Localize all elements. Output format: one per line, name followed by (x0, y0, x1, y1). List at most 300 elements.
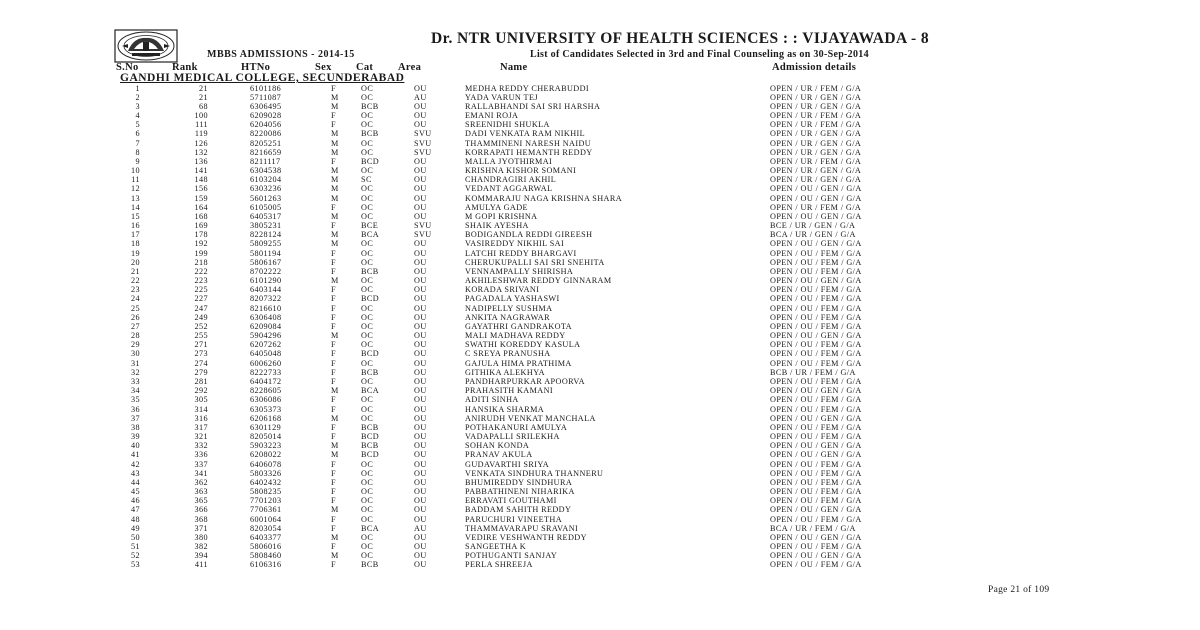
cell-category: OC (361, 303, 374, 313)
cell-hall-ticket-number: 8216659 (250, 147, 282, 157)
cell-sex: M (331, 386, 339, 396)
cell-candidate-name: GUDAVARTHI SRIYA (465, 459, 550, 469)
cell-rank: 141 (194, 166, 208, 176)
cell-candidate-name: HANSIKA SHARMA (465, 404, 545, 414)
cell-serial-number: 9 (135, 156, 140, 166)
cell-hall-ticket-number: 6101290 (250, 276, 282, 286)
cell-admission-details: OPEN / OU / FEM / G/A (770, 395, 862, 405)
cell-area: OU (414, 542, 427, 552)
cell-area: OU (414, 266, 427, 276)
cell-candidate-name: ADITI SINHA (465, 395, 519, 405)
cell-candidate-name: AMULYA GADE (465, 202, 528, 212)
cell-area: OU (414, 413, 427, 423)
cell-area: OU (414, 184, 427, 194)
cell-serial-number: 51 (131, 542, 140, 552)
cell-admission-details: OPEN / OU / GEN / G/A (770, 193, 862, 203)
table-row (0, 460, 1200, 469)
cell-sex: M (331, 239, 339, 249)
table-row (0, 221, 1200, 230)
cell-sex: F (331, 395, 336, 405)
table-row (0, 313, 1200, 322)
cell-admission-details: OPEN / OU / FEM / G/A (770, 285, 862, 295)
cell-area: AU (414, 523, 427, 533)
cell-hall-ticket-number: 6206168 (250, 413, 282, 423)
cell-rank: 365 (194, 496, 208, 506)
cell-serial-number: 36 (131, 404, 140, 414)
cell-hall-ticket-number: 6402432 (250, 477, 282, 487)
cell-hall-ticket-number: 5808235 (250, 487, 282, 497)
cell-hall-ticket-number: 8207322 (250, 294, 282, 304)
cell-sex: F (331, 487, 336, 497)
cell-rank: 380 (194, 532, 208, 542)
cell-sex: M (331, 211, 339, 221)
cell-rank: 156 (194, 184, 208, 194)
cell-area: OU (414, 367, 427, 377)
cell-hall-ticket-number: 6403144 (250, 285, 282, 295)
cell-candidate-name: ANIRUDH VENKAT MANCHALA (465, 413, 596, 423)
cell-admission-details: OPEN / UR / FEM / G/A (770, 120, 862, 130)
cell-serial-number: 50 (131, 532, 140, 542)
cell-rank: 159 (194, 193, 208, 203)
cell-admission-details: OPEN / OU / FEM / G/A (770, 487, 862, 497)
cell-candidate-name: POTHUGANTI SANJAY (465, 551, 558, 561)
table-row (0, 423, 1200, 432)
cell-serial-number: 8 (135, 147, 140, 157)
cell-serial-number: 4 (135, 111, 140, 121)
cell-rank: 314 (194, 404, 208, 414)
table-row (0, 359, 1200, 368)
cell-area: SVU (414, 147, 432, 157)
cell-admission-details: OPEN / OU / GEN / G/A (770, 239, 862, 249)
cell-rank: 148 (194, 175, 208, 185)
cell-rank: 368 (194, 514, 208, 524)
cell-candidate-name: VENNAMPALLY SHIRISHA (465, 266, 574, 276)
cell-candidate-name: NADIPELLY SUSHMA (465, 303, 553, 313)
cell-sex: F (331, 321, 336, 331)
cell-category: OC (361, 120, 374, 130)
cell-sex: M (331, 92, 339, 102)
cell-hall-ticket-number: 5803326 (250, 468, 282, 478)
cell-candidate-name: SREENIDHI SHUKLA (465, 120, 550, 130)
cell-admission-details: OPEN / OU / FEM / G/A (770, 312, 862, 322)
cell-candidate-name: MALI MADHAVA REDDY (465, 331, 566, 341)
cell-serial-number: 53 (131, 560, 140, 570)
table-row (0, 102, 1200, 111)
cell-admission-details: OPEN / UR / FEM / G/A (770, 202, 862, 212)
table-row (0, 533, 1200, 542)
cell-serial-number: 40 (131, 441, 140, 451)
table-row (0, 560, 1200, 569)
cell-serial-number: 18 (131, 239, 140, 249)
cell-sex: F (331, 560, 336, 570)
cell-category: OC (361, 532, 374, 542)
cell-admission-details: OPEN / UR / GEN / G/A (770, 129, 862, 139)
cell-category: OC (361, 285, 374, 295)
cell-sex: F (331, 523, 336, 533)
cell-area: OU (414, 175, 427, 185)
cell-admission-details: BCA / UR / GEN / G/A (770, 230, 856, 240)
cell-candidate-name: PRANAV AKULA (465, 450, 533, 460)
cell-serial-number: 10 (131, 166, 140, 176)
table-row (0, 340, 1200, 349)
cell-rank: 274 (194, 358, 208, 368)
cell-hall-ticket-number: 6405317 (250, 211, 282, 221)
cell-area: OU (414, 340, 427, 350)
cell-candidate-name: DADI VENKATA RAM NIKHIL (465, 129, 586, 139)
cell-candidate-name: VEDIRE VESHWANTH REDDY (465, 532, 587, 542)
cell-serial-number: 48 (131, 514, 140, 524)
cell-admission-details: OPEN / UR / GEN / G/A (770, 101, 862, 111)
cell-admission-details: OPEN / OU / FEM / G/A (770, 404, 862, 414)
cell-hall-ticket-number: 6405048 (250, 349, 282, 359)
cell-category: OC (361, 514, 374, 524)
cell-admission-details: OPEN / OU / FEM / G/A (770, 560, 862, 570)
cell-admission-details: OPEN / OU / GEN / G/A (770, 450, 862, 460)
cell-serial-number: 33 (131, 377, 140, 386)
admission-year: MBBS ADMISSIONS - 2014-15 (207, 49, 355, 60)
cell-admission-details: OPEN / OU / FEM / G/A (770, 349, 862, 359)
cell-sex: M (331, 138, 339, 148)
cell-sex: M (331, 147, 339, 157)
table-row (0, 377, 1200, 386)
cell-area: OU (414, 349, 427, 359)
cell-sex: M (331, 230, 339, 240)
cell-rank: 21 (199, 83, 208, 93)
cell-hall-ticket-number: 5601263 (250, 193, 282, 203)
cell-admission-details: OPEN / UR / GEN / G/A (770, 166, 862, 176)
cell-sex: M (331, 101, 339, 111)
table-row (0, 515, 1200, 524)
cell-sex: F (331, 248, 336, 258)
cell-admission-details: OPEN / OU / FEM / G/A (770, 432, 862, 442)
table-row (0, 230, 1200, 239)
cell-admission-details: OPEN / UR / GEN / G/A (770, 147, 862, 157)
cell-admission-details: OPEN / UR / GEN / G/A (770, 175, 862, 185)
cell-candidate-name: MALLA JYOTHIRMAI (465, 156, 553, 166)
cell-area: OU (414, 193, 427, 203)
cell-sex: F (331, 257, 336, 267)
cell-serial-number: 27 (131, 321, 140, 331)
table-row (0, 148, 1200, 157)
table-row (0, 139, 1200, 148)
cell-area: OU (414, 166, 427, 176)
cell-serial-number: 6 (135, 129, 140, 139)
table-row (0, 349, 1200, 358)
cell-category: OC (361, 166, 374, 176)
cell-rank: 362 (194, 477, 208, 487)
cell-candidate-name: VASIREDDY NIKHIL SAI (465, 239, 565, 249)
university-logo-icon (114, 29, 178, 63)
cell-category: BCB (361, 129, 379, 139)
cell-hall-ticket-number: 5801194 (250, 248, 282, 258)
cell-serial-number: 38 (131, 422, 140, 432)
cell-hall-ticket-number: 8702222 (250, 266, 282, 276)
cell-rank: 68 (199, 101, 208, 111)
cell-hall-ticket-number: 6103204 (250, 175, 282, 185)
cell-sex: M (331, 193, 339, 203)
cell-sex: F (331, 349, 336, 359)
cell-category: OC (361, 487, 374, 497)
cell-rank: 164 (194, 202, 208, 212)
cell-sex: M (331, 441, 339, 451)
cell-sex: F (331, 358, 336, 368)
cell-admission-details: OPEN / OU / FEM / G/A (770, 266, 862, 276)
cell-area: OU (414, 120, 427, 130)
cell-admission-details: OPEN / OU / FEM / G/A (770, 542, 862, 552)
cell-admission-details: OPEN / OU / FEM / G/A (770, 294, 862, 304)
cell-serial-number: 32 (131, 367, 140, 377)
cell-candidate-name: KRISHNA KISHOR SOMANI (465, 166, 577, 176)
cell-candidate-name: PABBATHINENI NIHARIKA (465, 487, 575, 497)
cell-hall-ticket-number: 6305373 (250, 404, 282, 414)
cell-admission-details: OPEN / OU / GEN / G/A (770, 551, 862, 561)
cell-admission-details: OPEN / OU / FEM / G/A (770, 340, 862, 350)
cell-rank: 169 (194, 221, 208, 231)
cell-rank: 255 (194, 331, 208, 341)
cell-admission-details: OPEN / OU / GEN / G/A (770, 413, 862, 423)
cell-rank: 227 (194, 294, 208, 304)
cell-area: OU (414, 202, 427, 212)
cell-area: OU (414, 211, 427, 221)
cell-admission-details: OPEN / OU / FEM / G/A (770, 496, 862, 506)
cell-serial-number: 3 (135, 101, 140, 111)
cell-rank: 279 (194, 367, 208, 377)
cell-area: OU (414, 551, 427, 561)
col-header-cat: Cat (356, 62, 374, 73)
cell-category: BCD (361, 156, 380, 166)
cell-rank: 273 (194, 349, 208, 359)
cell-rank: 119 (194, 129, 208, 139)
cell-category: OC (361, 312, 374, 322)
cell-rank: 366 (194, 505, 208, 515)
table-row (0, 166, 1200, 175)
cell-candidate-name: BHUMIREDDY SINDHURA (465, 477, 573, 487)
cell-hall-ticket-number: 6406078 (250, 459, 282, 469)
table-row (0, 487, 1200, 496)
cell-serial-number: 31 (131, 358, 140, 368)
cell-serial-number: 44 (131, 477, 140, 487)
cell-admission-details: OPEN / OU / GEN / G/A (770, 211, 862, 221)
cell-sex: M (331, 551, 339, 561)
cell-area: OU (414, 477, 427, 487)
cell-rank: 223 (194, 276, 208, 286)
cell-serial-number: 25 (131, 303, 140, 313)
cell-sex: F (331, 340, 336, 350)
cell-rank: 168 (194, 211, 208, 221)
cell-serial-number: 7 (135, 138, 140, 148)
cell-area: OU (414, 358, 427, 368)
cell-admission-details: OPEN / OU / FEM / G/A (770, 321, 862, 331)
cell-candidate-name: PAGADALA YASHASWI (465, 294, 560, 304)
cell-serial-number: 19 (131, 248, 140, 258)
cell-area: OU (414, 83, 427, 93)
cell-category: BCB (361, 367, 379, 377)
document-title: Dr. NTR UNIVERSITY OF HEALTH SCIENCES : : VIJAYAWADA - 8 (431, 30, 929, 47)
table-row (0, 120, 1200, 129)
cell-hall-ticket-number: 6105005 (250, 202, 282, 212)
table-row (0, 258, 1200, 267)
cell-area: OU (414, 496, 427, 506)
cell-category: OC (361, 468, 374, 478)
cell-serial-number: 49 (131, 523, 140, 533)
cell-candidate-name: GITHIKA ALEKHYA (465, 367, 545, 377)
cell-serial-number: 41 (131, 450, 140, 460)
cell-area: OU (414, 386, 427, 396)
cell-admission-details: OPEN / OU / FEM / G/A (770, 477, 862, 487)
cell-hall-ticket-number: 5806167 (250, 257, 282, 267)
cell-sex: F (331, 514, 336, 524)
cell-admission-details: OPEN / OU / GEN / G/A (770, 276, 862, 286)
cell-admission-details: OPEN / OU / FEM / G/A (770, 358, 862, 368)
cell-admission-details: OPEN / OU / FEM / G/A (770, 248, 862, 258)
cell-admission-details: OPEN / UR / FEM / G/A (770, 83, 862, 93)
cell-area: OU (414, 257, 427, 267)
table-row (0, 203, 1200, 212)
cell-hall-ticket-number: 8228124 (250, 230, 282, 240)
cell-hall-ticket-number: 6303236 (250, 184, 282, 194)
cell-serial-number: 45 (131, 487, 140, 497)
cell-category: OC (361, 138, 374, 148)
cell-admission-details: OPEN / OU / GEN / G/A (770, 184, 862, 194)
cell-rank: 281 (194, 377, 208, 386)
cell-category: OC (361, 505, 374, 515)
cell-serial-number: 39 (131, 432, 140, 442)
cell-category: BCB (361, 422, 379, 432)
cell-candidate-name: RALLABHANDI SAI SRI HARSHA (465, 101, 601, 111)
cell-sex: F (331, 432, 336, 442)
cell-hall-ticket-number: 6001064 (250, 514, 282, 524)
cell-hall-ticket-number: 8211117 (250, 156, 281, 166)
cell-hall-ticket-number: 8205251 (250, 138, 282, 148)
cell-category: OC (361, 257, 374, 267)
cell-area: OU (414, 514, 427, 524)
cell-category: BCA (361, 523, 380, 533)
cell-area: SVU (414, 129, 432, 139)
table-row (0, 478, 1200, 487)
cell-rank: 292 (194, 386, 208, 396)
cell-rank: 382 (194, 542, 208, 552)
cell-hall-ticket-number: 7706361 (250, 505, 282, 515)
cell-category: OC (361, 395, 374, 405)
cell-admission-details: OPEN / OU / FEM / G/A (770, 459, 862, 469)
cell-hall-ticket-number: 6006260 (250, 358, 282, 368)
cell-candidate-name: SOHAN KONDA (465, 441, 530, 451)
candidate-table (0, 84, 1200, 570)
table-row (0, 111, 1200, 120)
cell-rank: 111 (195, 120, 208, 130)
cell-category: OC (361, 459, 374, 469)
cell-candidate-name: CHANDRAGIRI AKHIL (465, 175, 557, 185)
table-row (0, 304, 1200, 313)
cell-sex: F (331, 459, 336, 469)
cell-hall-ticket-number: 6106316 (250, 560, 282, 570)
cell-sex: F (331, 477, 336, 487)
table-row (0, 496, 1200, 505)
cell-area: SVU (414, 138, 432, 148)
cell-rank: 249 (194, 312, 208, 322)
col-header-name: Name (500, 62, 528, 73)
cell-area: OU (414, 422, 427, 432)
cell-admission-details: OPEN / OU / GEN / G/A (770, 505, 862, 515)
cell-sex: F (331, 285, 336, 295)
table-row (0, 368, 1200, 377)
cell-category: OC (361, 211, 374, 221)
cell-area: OU (414, 294, 427, 304)
cell-serial-number: 26 (131, 312, 140, 322)
cell-category: BCD (361, 349, 380, 359)
cell-hall-ticket-number: 5904296 (250, 331, 282, 341)
cell-area: OU (414, 321, 427, 331)
cell-rank: 252 (194, 321, 208, 331)
cell-admission-details: BCB / UR / FEM / G/A (770, 367, 856, 377)
cell-admission-details: OPEN / OU / GEN / G/A (770, 441, 862, 451)
cell-rank: 192 (194, 239, 208, 249)
table-row (0, 294, 1200, 303)
cell-sex: F (331, 294, 336, 304)
cell-hall-ticket-number: 6209084 (250, 321, 282, 331)
cell-sex: M (331, 505, 339, 515)
cell-hall-ticket-number: 6306408 (250, 312, 282, 322)
cell-admission-details: OPEN / OU / FEM / G/A (770, 377, 862, 386)
cell-area: OU (414, 239, 427, 249)
cell-category: OC (361, 184, 374, 194)
cell-category: BCB (361, 101, 379, 111)
cell-category: BCB (361, 266, 379, 276)
cell-serial-number: 2 (135, 92, 140, 102)
table-row (0, 432, 1200, 441)
cell-sex: F (331, 303, 336, 313)
cell-category: OC (361, 551, 374, 561)
cell-hall-ticket-number: 8203054 (250, 523, 282, 533)
cell-sex: M (331, 175, 339, 185)
cell-candidate-name: VADAPALLI SRILEKHA (465, 432, 560, 442)
cell-sex: F (331, 312, 336, 322)
cell-area: OU (414, 441, 427, 451)
cell-admission-details: OPEN / OU / GEN / G/A (770, 331, 862, 341)
cell-admission-details: OPEN / OU / FEM / G/A (770, 514, 862, 524)
cell-candidate-name: SWATHI KOREDDY KASULA (465, 340, 581, 350)
col-header-sno: S.No (116, 62, 139, 73)
cell-area: OU (414, 560, 427, 570)
cell-area: OU (414, 303, 427, 313)
cell-hall-ticket-number: 6208022 (250, 450, 282, 460)
cell-candidate-name: YADA VARUN TEJ (465, 92, 538, 102)
cell-rank: 271 (194, 340, 208, 350)
cell-serial-number: 15 (131, 211, 140, 221)
cell-category: OC (361, 92, 374, 102)
col-header-sex: Sex (315, 62, 332, 73)
cell-rank: 332 (194, 441, 208, 451)
cell-area: OU (414, 285, 427, 295)
cell-candidate-name: THAMMINENI NARESH NAIDU (465, 138, 592, 148)
cell-area: OU (414, 377, 427, 386)
cell-area: SVU (414, 230, 432, 240)
cell-rank: 371 (194, 523, 208, 533)
cell-candidate-name: AKHILESHWAR REDDY GINNARAM (465, 276, 612, 286)
list-description: List of Candidates Selected in 3rd and Final Counseling as on 30-Sep-2014 (530, 49, 869, 60)
cell-admission-details: OPEN / UR / FEM / G/A (770, 111, 862, 121)
cell-category: BCB (361, 560, 379, 570)
college-name: GANDHI MEDICAL COLLEGE, SECUNDERABAD (120, 72, 405, 84)
cell-rank: 411 (194, 560, 208, 570)
cell-candidate-name: MEDHA REDDY CHERABUDDI (465, 83, 590, 93)
cell-admission-details: OPEN / OU / GEN / G/A (770, 386, 862, 396)
table-row (0, 267, 1200, 276)
cell-candidate-name: M GOPI KRISHNA (465, 211, 538, 221)
table-row (0, 93, 1200, 102)
cell-serial-number: 43 (131, 468, 140, 478)
cell-rank: 100 (194, 111, 208, 121)
